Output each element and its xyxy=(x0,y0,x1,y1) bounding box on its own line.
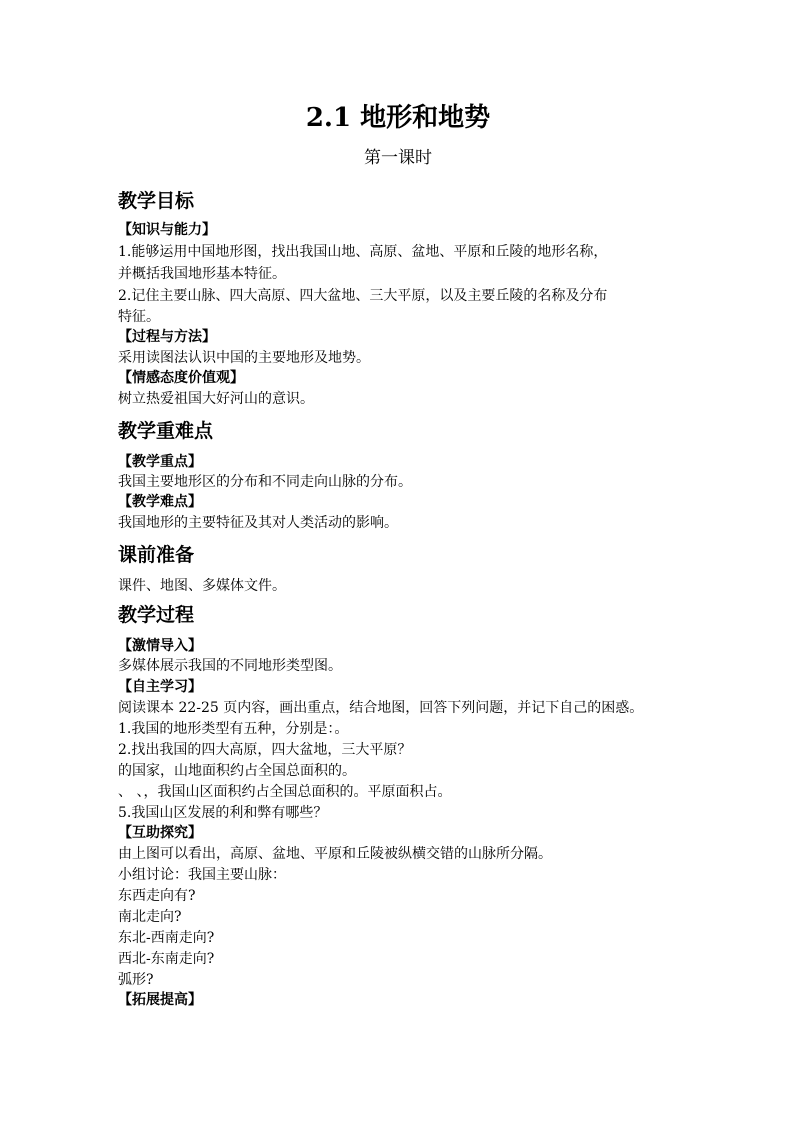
difficulty-text: 我国地形的主要特征及其对人类活动的影响。 xyxy=(118,515,398,531)
section-heading-key-points: 教学重难点 xyxy=(118,420,214,442)
discussion-text: 小组讨论：我国主要山脉： xyxy=(118,867,286,883)
question-3: 的国家，山地面积约占全国总面积的。 xyxy=(118,763,356,779)
emotion-label: 【情感态度价值观】 xyxy=(118,370,244,386)
knowledge-item-1-line-1: 1.能够运用中国地形图，找出我国山地、高原、盆地、平原和丘陵的地形名称， xyxy=(118,244,608,260)
document-page xyxy=(118,0,678,1123)
question-2: 2.找出我国的四大高原，四大盆地，三大平原？ xyxy=(118,742,412,758)
section-heading-process: 教学过程 xyxy=(118,604,195,626)
intro-label: 【激情导入】 xyxy=(118,638,202,654)
east-west-ranges: 东西走向有? xyxy=(118,888,196,904)
question-1: 1.我国的地形类型有五种，分别是：。 xyxy=(118,721,349,737)
northeast-southwest-ranges: 东北-西南走向? xyxy=(118,930,215,946)
document-title: 2.1 地形和地势 xyxy=(305,103,491,133)
process-text: 采用读图法认识中国的主要地形及地势。 xyxy=(118,350,370,366)
document-subtitle: 第一课时 xyxy=(364,148,432,168)
self-study-text: 阅读课本 22-25 页内容，画出重点，结合地图，回答下列问题，并记下自己的困惑。 xyxy=(118,700,644,716)
question-5: 5.我国山区发展的利和弊有哪些？ xyxy=(118,805,328,821)
intro-text: 多媒体展示我国的不同地形类型图。 xyxy=(118,658,342,674)
difficulty-label: 【教学难点】 xyxy=(118,494,202,510)
knowledge-item-2-line-2: 特征。 xyxy=(118,309,160,325)
self-study-label: 【自主学习】 xyxy=(118,679,202,695)
north-south-ranges: 南北走向? xyxy=(118,909,182,925)
section-heading-goals: 教学目标 xyxy=(118,190,195,212)
arc-ranges: 弧形? xyxy=(118,972,154,988)
emotion-text: 树立热爱祖国大好河山的意识。 xyxy=(118,391,314,407)
focus-label: 【教学重点】 xyxy=(118,454,202,470)
explore-label: 【互助探究】 xyxy=(118,825,202,841)
extend-label: 【拓展提高】 xyxy=(118,992,202,1008)
knowledge-item-2-line-1: 2.记住主要山脉、四大高原、四大盆地、三大平原，以及主要丘陵的名称及分布 xyxy=(118,288,608,304)
preparation-text: 课件、地图、多媒体文件。 xyxy=(118,578,286,594)
knowledge-item-1-line-2: 并概括我国地形基本特征。 xyxy=(118,266,286,282)
process-label: 【过程与方法】 xyxy=(118,329,216,345)
focus-text: 我国主要地形区的分布和不同走向山脉的分布。 xyxy=(118,474,412,490)
section-heading-preparation: 课前准备 xyxy=(118,544,195,566)
knowledge-label: 【知识与能力】 xyxy=(118,222,216,238)
explore-text: 由上图可以看出，高原、盆地、平原和丘陵被纵横交错的山脉所分隔。 xyxy=(118,846,552,862)
northwest-southeast-ranges: 西北-东南走向? xyxy=(118,951,215,967)
question-4: 、 、，我国山区面积约占全国总面积的。平原面积占。 xyxy=(118,784,452,800)
